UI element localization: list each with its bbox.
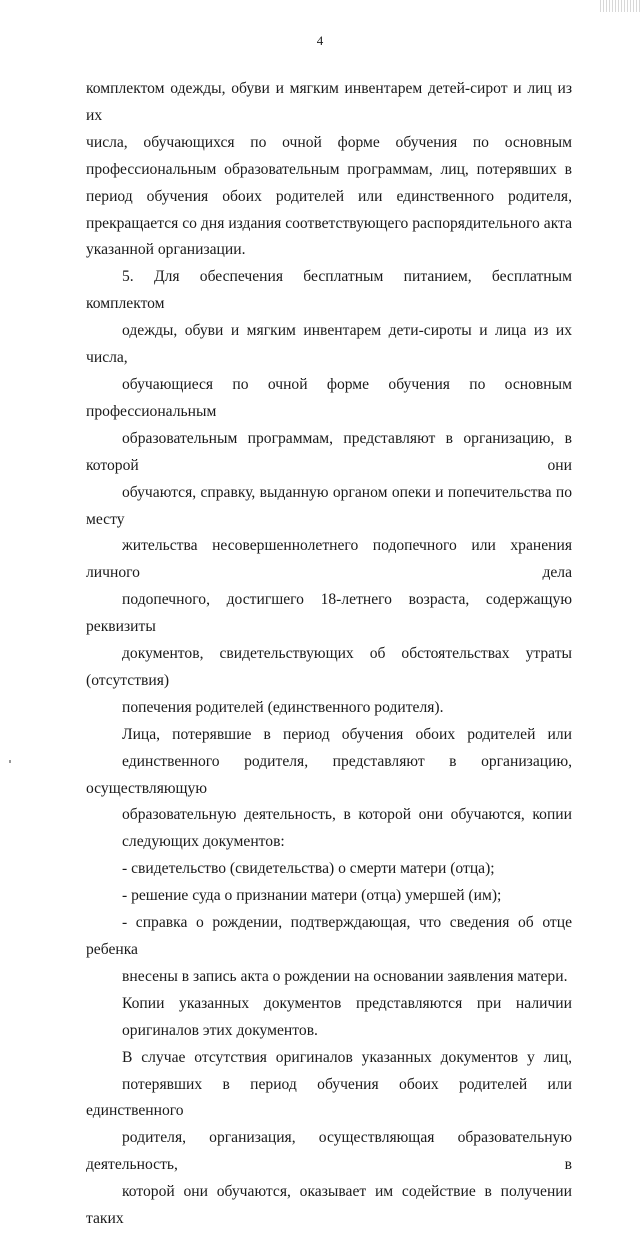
- paragraph-line: 5. Для обеспечения бесплатным питанием, бесплатным комплектом: [86, 268, 572, 313]
- paragraph-last-line: указанной организации.: [86, 241, 246, 259]
- paragraph-line: единственного родителя, представляют в организацию, осуществляющую: [86, 752, 572, 797]
- paragraph-last-line: оригиналов этих документов.: [122, 1021, 318, 1039]
- paragraph-line: подопечного, достигшего 18-летнего возраста, содержащую реквизиты: [86, 591, 572, 636]
- paragraph-3: [86, 722, 572, 857]
- paragraph-line: Копии указанных документов представляются при наличии: [122, 994, 572, 1012]
- paragraph-line: числа, обучающихся по очной форме обучения по основным: [86, 133, 572, 151]
- paragraph-line: обучающиеся по очной форме обучения по основным профессиональным: [86, 375, 572, 420]
- paragraph-line: комплектом одежды, обуви и мягким инвентарем детей-сирот и лиц из их: [86, 80, 572, 124]
- list-item-death-certificate: [86, 856, 572, 883]
- document-body: [86, 76, 572, 1233]
- paragraph-line: родителя, организация, осуществляющая образовательную деятельность, в: [86, 1129, 572, 1174]
- paragraph-copies: [86, 991, 572, 1045]
- paragraph-line: обучаются, справку, выданную органом опеки и попечительства по месту: [86, 483, 572, 528]
- paragraph-line: жительства несовершеннолетнего подопечного или хранения личного дела: [86, 537, 572, 582]
- paragraph-line: образовательным программам, представляют в организацию, в которой они: [86, 429, 572, 474]
- paragraph-line: одежды, обуви и мягким инвентарем дети-сироты и лица из их числа,: [86, 322, 572, 367]
- paragraph-line: - справка о рождении, подтверждающая, что сведения об отце ребенка: [86, 914, 572, 958]
- paragraph-line: потерявших в период обучения обоих родителей или единственного: [86, 1075, 572, 1120]
- paragraph-line: профессиональным образовательным программам, лиц, потерявших в: [86, 160, 572, 178]
- scan-corner-mark: [600, 0, 640, 12]
- list-item-text: - свидетельство (свидетельства) о смерти матери (отца);: [122, 860, 495, 878]
- paragraph-line: Лица, потерявшие в период обучения обоих родителей или: [122, 725, 572, 743]
- paragraph-last-line: следующих документов:: [122, 833, 285, 851]
- list-item-birth-certificate: [86, 910, 572, 991]
- paragraph-line: прекращается со дня издания соответствующего распорядительного акта: [86, 214, 572, 232]
- paragraph-last-line: внесены в запись акта о рождении на основании заявления матери.: [122, 967, 568, 985]
- paragraph-line: период обучения обоих родителей или единственного родителя,: [86, 187, 572, 205]
- paragraph-2: [86, 264, 572, 721]
- paragraph-1: [86, 76, 572, 264]
- paragraph-line: В случае отсутствия оригиналов указанных документов у лиц,: [122, 1048, 572, 1066]
- paragraph-line: образовательную деятельность, в которой они обучаются, копии: [122, 806, 572, 824]
- list-item-court-decision: [86, 883, 572, 910]
- page-number: 4: [316, 33, 324, 48]
- paragraph-absence-of-originals: [86, 1045, 572, 1233]
- paragraph-line: документов, свидетельствующих об обстоятельствах утраты (отсутствия): [86, 645, 572, 689]
- list-item-text: - решение суда о признании матери (отца) умершей (им);: [122, 887, 502, 905]
- paragraph-line: которой они обучаются, оказывает им содействие в получении таких: [86, 1183, 572, 1228]
- paragraph-last-line: попечения родителей (единственного родителя).: [122, 698, 444, 716]
- scan-margin-speck: [9, 760, 11, 763]
